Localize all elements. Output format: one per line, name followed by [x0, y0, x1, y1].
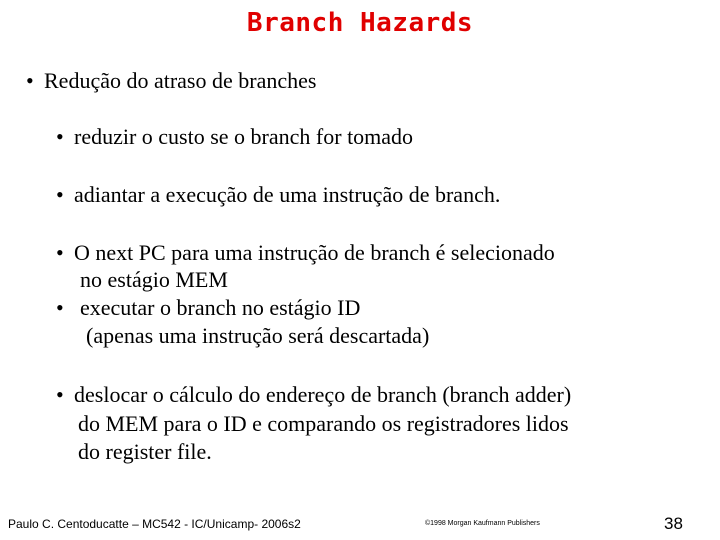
page-number: 38 [664, 514, 683, 533]
continuation-line-5: (apenas uma instrução será descartada) [86, 323, 430, 348]
bullet-line-5 [56, 295, 360, 321]
line-text: adiantar a execução de uma instrução de branch. [74, 182, 501, 207]
line-text: Redução do atraso de branches [44, 68, 317, 93]
bullet-line-3 [56, 182, 500, 208]
bullet-icon: • [56, 295, 64, 320]
line-text: deslocar o cálculo do endereço de branch (branch adder) [74, 382, 572, 407]
slide-title: Branch Hazards [246, 8, 474, 38]
bullet-line-1 [26, 68, 316, 94]
line-text: reduzir o custo se o branch for tomado [74, 124, 414, 149]
continuation-line-6b: do register file. [78, 439, 212, 464]
bullet-icon: • [26, 68, 34, 93]
bullet-icon: • [56, 182, 64, 207]
footer-author: Paulo C. Centoducatte – MC542 - IC/Unicamp- 2006s2 [8, 517, 301, 531]
line-text: O next PC para uma instrução de branch é selecionado [74, 240, 555, 265]
bullet-icon: • [56, 382, 64, 407]
continuation-line-6a: do MEM para o ID e comparando os registradores lidos [78, 411, 569, 436]
bullet-icon: • [56, 124, 64, 149]
bullet-line-4 [56, 240, 555, 266]
bullet-line-2 [56, 124, 413, 150]
footer-copyright: ©1998 Morgan Kaufmann Publishers [425, 520, 540, 527]
bullet-icon: • [56, 240, 64, 265]
line-text: executar o branch no estágio ID [80, 295, 361, 320]
bullet-line-6 [56, 382, 571, 408]
continuation-line-4: no estágio MEM [80, 267, 228, 292]
